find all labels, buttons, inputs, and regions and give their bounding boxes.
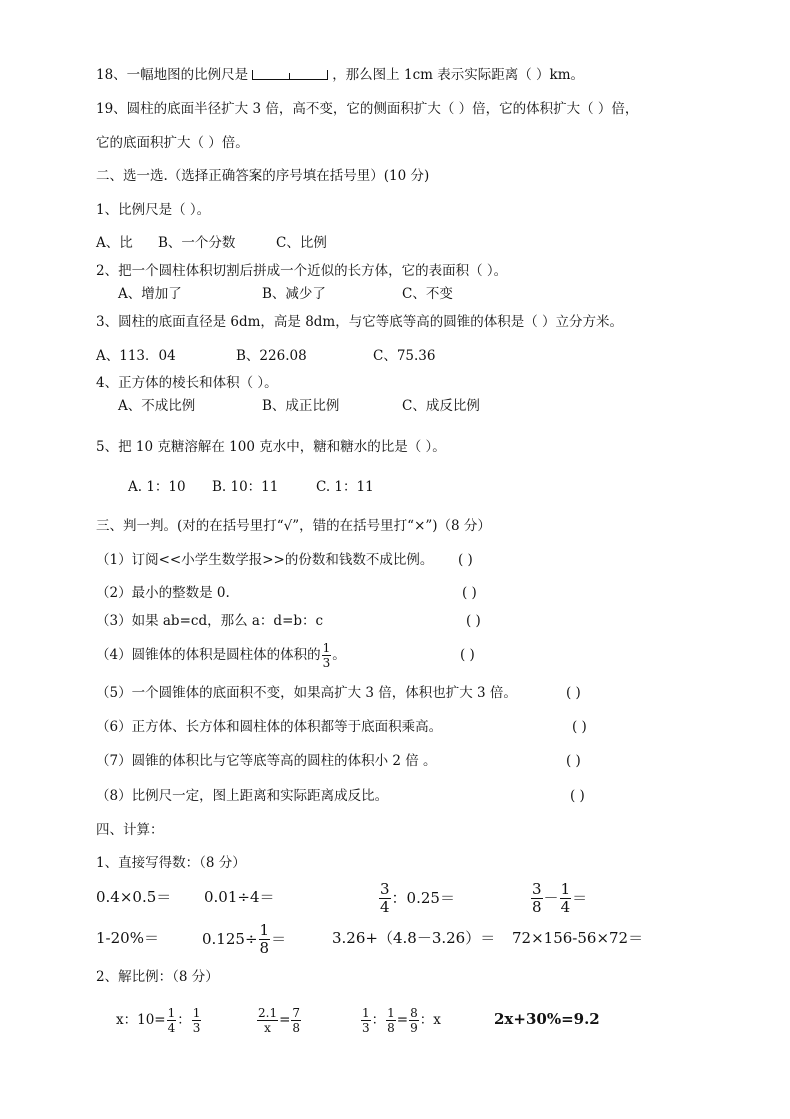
s2-q5-option-b: B. 10：11	[212, 479, 279, 495]
fraction-denominator: 8	[532, 897, 542, 916]
s2-q4-stem: 4、正方体的棱长和体积（ ）。	[96, 375, 278, 391]
s3-item-7: （7）圆锥的体积比与它等底等高的圆柱的体积小 2 倍 。	[96, 753, 437, 769]
equals-sign: =	[279, 1012, 291, 1028]
s3-answer-paren-7: ( )	[566, 753, 581, 769]
fraction-numerator: 1	[560, 879, 571, 898]
fraction-denominator: 3	[192, 1020, 201, 1035]
s3-answer-paren-8: ( )	[570, 788, 585, 804]
s3-item-4	[96, 640, 346, 670]
question-19-line2: 它的底面积扩大（ ）倍。	[96, 135, 249, 151]
calc-r2-2-equals: ＝	[271, 930, 287, 948]
fraction-three-eighths	[531, 879, 543, 916]
s2-q4-option-b: B、成正比例	[262, 398, 340, 414]
fraction-one-third	[192, 1007, 202, 1034]
s2-q5-option-c: C. 1：11	[316, 479, 374, 495]
s3-item-1: （1）订阅<<小学生数学报>>的份数和钱数不成比例。	[96, 552, 434, 568]
equation-4: 2x+30%=9.2	[494, 1010, 600, 1028]
s2-q2-stem: 2、把一个圆柱体积切割后拼成一个近似的长方体，它的表面积（ ）。	[96, 263, 508, 279]
question-19-line1: 19、圆柱的底面半径扩大 3 倍，高不变，它的侧面积扩大（ ）倍，它的体积扩大（ ）倍，	[96, 101, 639, 117]
s2-q2-option-c: C、不变	[402, 286, 453, 302]
s3-item-4-text: （4）圆锥体的体积是圆柱体的体积的	[96, 647, 321, 663]
s3-answer-paren-1: ( )	[458, 552, 473, 568]
s3-answer-paren-2: ( )	[462, 585, 477, 601]
q18-text-post: ，那么图上 1cm 表示实际距离（ ）km。	[332, 67, 584, 83]
s2-q1-option-a: A、比	[96, 235, 133, 251]
s3-answer-paren-3: ( )	[466, 613, 481, 629]
fraction-denominator: 4	[167, 1020, 176, 1035]
s3-answer-paren-4: ( )	[460, 647, 475, 663]
fraction-denominator: x	[264, 1020, 271, 1035]
s2-q5-stem: 5、把 10 克糖溶解在 100 克水中，糖和糖水的比是（ ）。	[96, 439, 446, 455]
s3-answer-paren-5: ( )	[566, 685, 581, 701]
proportion-1-text: x：10=	[116, 1012, 166, 1028]
section-2-title: 二、选一选.（选择正确答案的序号填在括号里）(10 分)	[96, 168, 430, 184]
fraction-one-third	[322, 642, 332, 669]
question-18	[96, 66, 584, 84]
fraction-three-quarters	[379, 879, 391, 916]
equals-sign: =	[396, 1012, 409, 1028]
fraction-one-third	[361, 1007, 371, 1034]
fraction-numerator: 7	[292, 1005, 301, 1020]
s2-q3-option-c: C、75.36	[373, 348, 436, 364]
scale-bar-icon	[252, 70, 328, 80]
fraction-numerator: 1	[259, 920, 270, 939]
s2-q5-option-a: A. 1：10	[128, 479, 186, 495]
section-4-title: 四、计算：	[96, 822, 164, 838]
s2-q1-stem: 1、比例尺是（ ）。	[96, 202, 211, 218]
s2-q4-option-c: C、成反比例	[402, 398, 480, 414]
calc-r1-3	[378, 878, 455, 918]
fraction-denominator: 3	[322, 655, 331, 670]
s2-q1-option-b: B、一个分数	[158, 235, 236, 251]
fraction-one-quarter	[560, 879, 572, 916]
proportion-3	[360, 1000, 441, 1040]
fraction-denominator: 9	[410, 1020, 418, 1035]
s2-q4-option-a: A、不成比例	[118, 398, 196, 414]
s3-item-4-end: 。	[332, 647, 346, 663]
calc-r2-2-text: 0.125÷	[202, 930, 258, 948]
fraction-numerator: 1	[362, 1005, 370, 1020]
q18-text: 18、一幅地图的比例尺是	[96, 67, 249, 83]
fraction-denominator: 8	[292, 1020, 301, 1035]
s3-item-8: （8）比例尺一定，图上距离和实际距离成反比。	[96, 788, 389, 804]
fraction-2-1-over-x	[257, 1007, 278, 1034]
fraction-numerator: 1	[192, 1005, 201, 1020]
fraction-numerator: 1	[167, 1005, 176, 1020]
s2-q3-option-a: A、113．04	[96, 348, 176, 364]
proportion-2	[256, 1000, 302, 1040]
fraction-numerator: 8	[410, 1005, 418, 1020]
fraction-numerator: 2.1	[258, 1005, 278, 1020]
fraction-numerator: 3	[532, 879, 542, 898]
fraction-denominator: 4	[560, 897, 571, 916]
fraction-seven-eighths	[291, 1007, 301, 1034]
calc-r1-1: 0.4×0.5＝	[96, 888, 172, 906]
fraction-numerator: 1	[322, 640, 331, 655]
ratio-colon: ：	[177, 1012, 191, 1028]
s3-item-3: （3）如果 ab=cd，那么 a：d=b：c	[96, 613, 324, 629]
calc-r1-3-text: ：0.25＝	[391, 889, 455, 907]
ratio-colon: ：	[371, 1012, 386, 1028]
minus-sign: －	[543, 889, 559, 907]
proportion-3-end: ：x	[419, 1012, 441, 1028]
section-3-title: 三、判一判。(对的在括号里打“√”，错的在括号里打“×”)（8 分）	[96, 518, 491, 534]
s4-sub-2: 2、解比例：（8 分）	[96, 969, 219, 985]
calc-r2-4: 72×156-56×72＝	[512, 929, 644, 947]
s3-item-5: （5）一个圆锥体的底面积不变，如果高扩大 3 倍，体积也扩大 3 倍。	[96, 685, 517, 701]
fraction-one-eighth	[259, 920, 271, 957]
s2-q1-option-c: C、比例	[276, 235, 327, 251]
calc-r1-4	[530, 878, 587, 918]
s3-item-6: （6）正方体、长方体和圆柱体的体积都等于底面积乘高。	[96, 719, 443, 735]
fraction-denominator: 4	[380, 897, 390, 916]
calc-r1-4-equals: ＝	[572, 889, 588, 907]
fraction-numerator: 1	[387, 1005, 395, 1020]
fraction-denominator: 8	[259, 938, 270, 957]
s2-q3-stem: 3、圆柱的底面直径是 6dm，高是 8dm，与它等底等高的圆锥的体积是（ ）立分方米。	[96, 314, 624, 330]
calc-r2-1: 1-20%＝	[96, 929, 159, 947]
fraction-one-quarter	[167, 1007, 177, 1034]
fraction-eight-ninths	[409, 1007, 419, 1034]
fraction-one-eighth	[386, 1007, 396, 1034]
s3-answer-paren-6: ( )	[572, 719, 587, 735]
fraction-numerator: 3	[380, 879, 390, 898]
s3-item-2: （2）最小的整数是 0.	[96, 585, 230, 601]
calc-r2-2	[202, 919, 286, 959]
s4-sub-1: 1、直接写得数：（8 分）	[96, 855, 246, 871]
fraction-denominator: 3	[362, 1020, 370, 1035]
s2-q2-option-b: B、减少了	[262, 286, 326, 302]
s2-q2-option-a: A、增加了	[118, 286, 182, 302]
s2-q3-option-b: B、226.08	[236, 348, 307, 364]
calc-r1-2: 0.01÷4＝	[204, 888, 275, 906]
calc-r2-3: 3.26+（4.8－3.26）＝	[332, 929, 496, 947]
proportion-1	[116, 1000, 202, 1040]
fraction-denominator: 8	[387, 1020, 395, 1035]
